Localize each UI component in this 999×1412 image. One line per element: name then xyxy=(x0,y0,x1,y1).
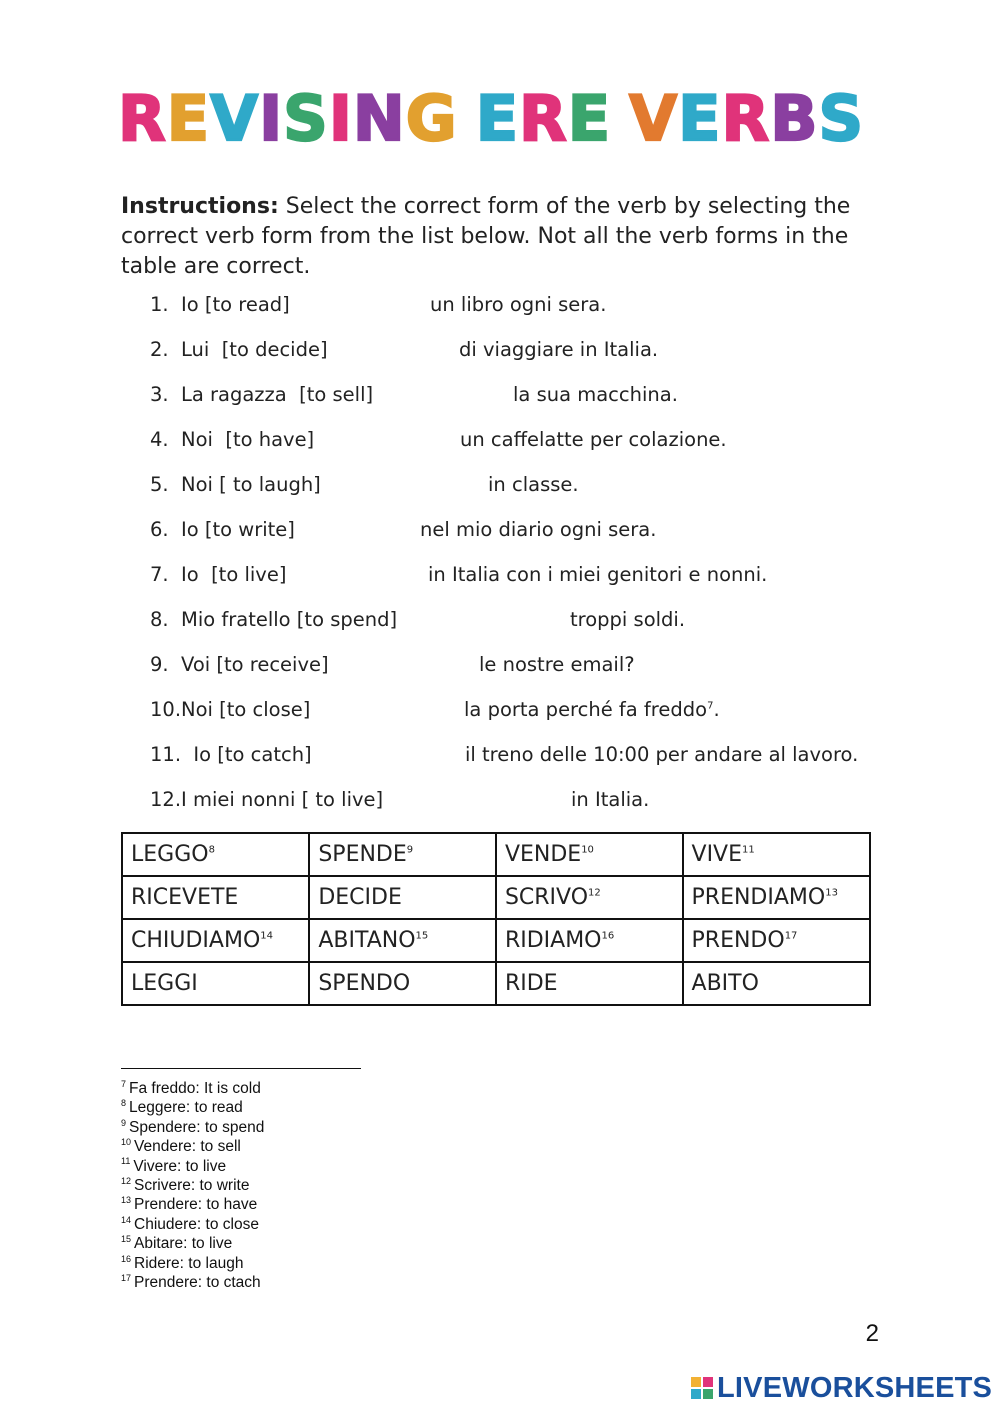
footnote-ref: 16 xyxy=(601,930,615,942)
table-row xyxy=(122,919,870,962)
verb-word: LEGGO xyxy=(131,842,209,867)
item-sentence-end xyxy=(420,518,656,541)
item-number: 6. xyxy=(150,518,169,541)
item-number: 11. xyxy=(150,743,182,766)
page-number: 2 xyxy=(865,1320,879,1347)
verb-option-cell xyxy=(683,962,870,1005)
verb-option-cell xyxy=(309,919,496,962)
verb-option-cell xyxy=(496,919,683,962)
sentence-text: in Italia. xyxy=(571,788,650,811)
instructions xyxy=(121,192,881,282)
footnote-number: 7 xyxy=(121,1078,127,1089)
exercise-item xyxy=(150,784,890,829)
title-letter: N xyxy=(352,82,406,155)
exercise-item xyxy=(150,289,890,334)
logo-square xyxy=(691,1389,701,1399)
table-row xyxy=(122,833,870,876)
sentence-text: nel mio diario ogni sera. xyxy=(420,518,657,541)
title-letter: R xyxy=(721,82,771,155)
footnote-text: Ridere: to laugh xyxy=(134,1254,244,1272)
verb-option-cell xyxy=(309,833,496,876)
item-prompt: Io [to live] xyxy=(181,563,287,586)
exercise-item xyxy=(150,514,890,559)
title-letter: V xyxy=(210,82,260,155)
title-letter: I xyxy=(328,82,353,155)
item-sentence-end xyxy=(460,428,727,451)
footnote-ref: 15 xyxy=(415,930,429,942)
verb-option-cell xyxy=(122,962,309,1005)
instructions-label: Instructions: xyxy=(121,194,279,219)
exercise-item xyxy=(150,559,890,604)
answer-dropdown[interactable] xyxy=(296,784,416,814)
footnote-text: Fa freddo: It is cold xyxy=(129,1080,261,1097)
exercise-item xyxy=(150,379,890,424)
footnotes xyxy=(121,1079,264,1292)
item-sentence-end xyxy=(571,788,649,811)
footnote-number: 12 xyxy=(121,1175,132,1186)
exercise-list xyxy=(150,289,890,829)
exercise-item xyxy=(150,334,890,379)
item-prompt: Voi [to receive] xyxy=(181,653,329,676)
footnote xyxy=(121,1215,264,1234)
item-number: 9. xyxy=(150,653,169,676)
item-number: 10. xyxy=(150,698,182,721)
title-letter: G xyxy=(405,82,458,155)
item-sentence-end xyxy=(479,653,635,676)
answer-dropdown[interactable] xyxy=(204,649,324,679)
footnote-ref: 13 xyxy=(825,887,838,899)
verb-word: DECIDE xyxy=(318,885,402,910)
answer-dropdown[interactable] xyxy=(185,424,305,454)
footnote-number: 10 xyxy=(121,1137,132,1148)
verb-word: ABITO xyxy=(691,971,759,996)
item-number: 8. xyxy=(150,608,169,631)
sentence-text: la porta perché fa freddo xyxy=(464,698,708,721)
sentence-text: la sua macchina. xyxy=(513,383,678,406)
footnote-ref: 8 xyxy=(208,844,215,856)
footnote-text: Leggere: to read xyxy=(129,1099,243,1117)
footnote-text: Chiudere: to close xyxy=(134,1215,259,1233)
footnote-text: Abitare: to live xyxy=(134,1235,233,1253)
verb-word: VIVE xyxy=(691,842,743,867)
table-row xyxy=(122,962,870,1005)
footnote-text: Scrivere: to write xyxy=(134,1177,250,1195)
verb-option-cell xyxy=(309,962,496,1005)
answer-dropdown[interactable] xyxy=(190,739,310,769)
title-letter: R xyxy=(519,82,568,155)
footnote-ref: 17 xyxy=(784,930,798,942)
verb-option-cell xyxy=(683,876,870,919)
footnote-number: 15 xyxy=(121,1234,132,1245)
footnote-ref: 7 xyxy=(707,700,714,712)
sentence-punctuation: . xyxy=(713,698,720,721)
answer-dropdown[interactable] xyxy=(189,694,309,724)
footnote xyxy=(121,1137,264,1156)
title-letter: R xyxy=(118,82,167,155)
item-number: 12. xyxy=(150,788,182,811)
footnote-number: 9 xyxy=(121,1117,127,1128)
verb-option-cell xyxy=(496,833,683,876)
verb-option-cell xyxy=(683,833,870,876)
item-number: 3. xyxy=(150,383,169,406)
exercise-item xyxy=(150,649,890,694)
answer-dropdown[interactable] xyxy=(153,559,273,589)
verb-word: LEGGI xyxy=(131,971,198,996)
title-letter: B xyxy=(770,82,819,155)
exercise-item xyxy=(150,469,890,514)
sentence-text: il treno delle 10:00 per andare al lavoro. xyxy=(465,743,859,766)
sentence-text: un caffelatte per colazione. xyxy=(460,428,727,451)
verb-option-cell xyxy=(496,876,683,919)
item-sentence-end xyxy=(428,563,767,586)
item-number: 2. xyxy=(150,338,169,361)
footnote-divider xyxy=(121,1068,361,1069)
item-prompt: Io [to catch] xyxy=(181,743,312,766)
answer-dropdown[interactable] xyxy=(295,604,415,634)
sentence-text: un libro ogni sera. xyxy=(430,293,607,316)
item-prompt: I miei nonni [ to live] xyxy=(181,788,384,811)
verb-word: SPENDE xyxy=(318,842,407,867)
item-prompt: Io [to read] xyxy=(181,293,290,316)
item-sentence-end xyxy=(570,608,685,631)
item-number: 1. xyxy=(150,293,169,316)
footnote xyxy=(121,1079,264,1098)
verb-word: PRENDO xyxy=(691,928,785,953)
instructions-text: Select the correct form of the verb by selecting the correct verb form from the list below. Not all the verb forms in the table are correct. xyxy=(121,194,851,279)
verb-word: SPENDO xyxy=(318,971,411,996)
verb-word: RIDE xyxy=(504,971,558,996)
footnote-text: Vivere: to live xyxy=(133,1157,227,1175)
sentence-text: in classe. xyxy=(488,473,579,496)
page-title xyxy=(118,84,888,154)
footnote-number: 17 xyxy=(121,1272,132,1283)
item-number: 5. xyxy=(150,473,169,496)
footnote-ref: 14 xyxy=(260,930,274,942)
footnote xyxy=(121,1273,264,1292)
footnote-ref: 9 xyxy=(406,844,414,856)
exercise-item xyxy=(150,739,890,784)
footnote xyxy=(121,1176,264,1195)
title-letter: V xyxy=(629,82,679,155)
answer-dropdown[interactable] xyxy=(184,334,304,364)
footnote-ref: 11 xyxy=(742,844,755,856)
footnote xyxy=(121,1195,264,1214)
title-letter: E xyxy=(475,82,520,155)
footnote-number: 14 xyxy=(121,1214,132,1225)
verb-word: CHIUDIAMO xyxy=(131,928,261,953)
verb-word: PRENDIAMO xyxy=(691,885,826,910)
verb-word: ABITANO xyxy=(318,928,416,953)
title-letter: I xyxy=(259,82,284,155)
sentence-text: in Italia con i miei genitori e nonni. xyxy=(428,563,768,586)
verb-option-cell xyxy=(496,962,683,1005)
item-prompt: Noi [to have] xyxy=(181,428,315,451)
footnote xyxy=(121,1098,264,1117)
item-sentence-end xyxy=(513,383,678,406)
item-number: 7. xyxy=(150,563,169,586)
liveworksheets-logo-icon xyxy=(691,1377,713,1399)
footnote-number: 16 xyxy=(121,1253,132,1264)
footnote-text: Prendere: to have xyxy=(134,1196,258,1214)
footnote-text: Spendere: to spend xyxy=(129,1118,265,1136)
sentence-text: troppi soldi. xyxy=(570,608,686,631)
footnote-number: 11 xyxy=(121,1156,131,1167)
footnote-number: 8 xyxy=(121,1098,127,1109)
item-sentence-end xyxy=(465,743,858,766)
logo-square xyxy=(691,1377,701,1387)
exercise-item xyxy=(150,694,890,739)
answer-dropdown[interactable] xyxy=(238,379,358,409)
item-prompt: Noi [ to laugh] xyxy=(181,473,321,496)
table-row xyxy=(122,876,870,919)
logo-square xyxy=(703,1377,713,1387)
footnote xyxy=(121,1234,264,1253)
answer-dropdown[interactable] xyxy=(213,469,333,499)
title-letter: E xyxy=(678,82,722,155)
answer-dropdown[interactable] xyxy=(145,514,265,544)
verb-option-cell xyxy=(122,876,309,919)
verb-word: VENDE xyxy=(504,842,582,867)
title-letter: E xyxy=(166,82,211,155)
sentence-text: le nostre email? xyxy=(479,653,635,676)
footnote xyxy=(121,1254,264,1273)
footnote xyxy=(121,1118,264,1137)
footnote-text: Prendere: to ctach xyxy=(134,1274,261,1292)
verb-word: RICEVETE xyxy=(131,885,239,910)
verb-word: RIDIAMO xyxy=(504,928,602,953)
logo-square xyxy=(703,1389,713,1399)
item-number: 4. xyxy=(150,428,169,451)
item-prompt: Lui [to decide] xyxy=(181,338,328,361)
footnote-number: 13 xyxy=(121,1195,132,1206)
sentence-text: di viaggiare in Italia. xyxy=(459,338,659,361)
footnote-ref: 12 xyxy=(588,887,601,899)
item-sentence-end xyxy=(464,698,720,721)
verb-option-cell xyxy=(309,876,496,919)
item-sentence-end xyxy=(488,473,579,496)
item-prompt: Mio fratello [to spend] xyxy=(181,608,398,631)
title-letter: S xyxy=(818,82,865,155)
verb-word: SCRIVO xyxy=(504,885,589,910)
verb-options-table xyxy=(121,832,871,1006)
verb-option-cell xyxy=(122,919,309,962)
exercise-item xyxy=(150,604,890,649)
verb-option-cell xyxy=(683,919,870,962)
item-sentence-end xyxy=(459,338,658,361)
title-letter: E xyxy=(567,82,612,155)
footnote xyxy=(121,1157,264,1176)
footnote-text: Vendere: to sell xyxy=(134,1138,241,1156)
brand-footer xyxy=(691,1371,992,1405)
item-prompt: La ragazza [to sell] xyxy=(181,383,374,406)
item-prompt: Io [to write] xyxy=(181,518,295,541)
item-sentence-end xyxy=(430,293,606,316)
exercise-item xyxy=(150,424,890,469)
verb-option-cell xyxy=(122,833,309,876)
brand-name: LIVEWORKSHEETS xyxy=(717,1371,993,1404)
footnote-ref: 10 xyxy=(581,844,594,856)
answer-dropdown[interactable] xyxy=(155,289,275,319)
title-letter: S xyxy=(283,82,329,155)
item-prompt: Noi [to close] xyxy=(181,698,311,721)
